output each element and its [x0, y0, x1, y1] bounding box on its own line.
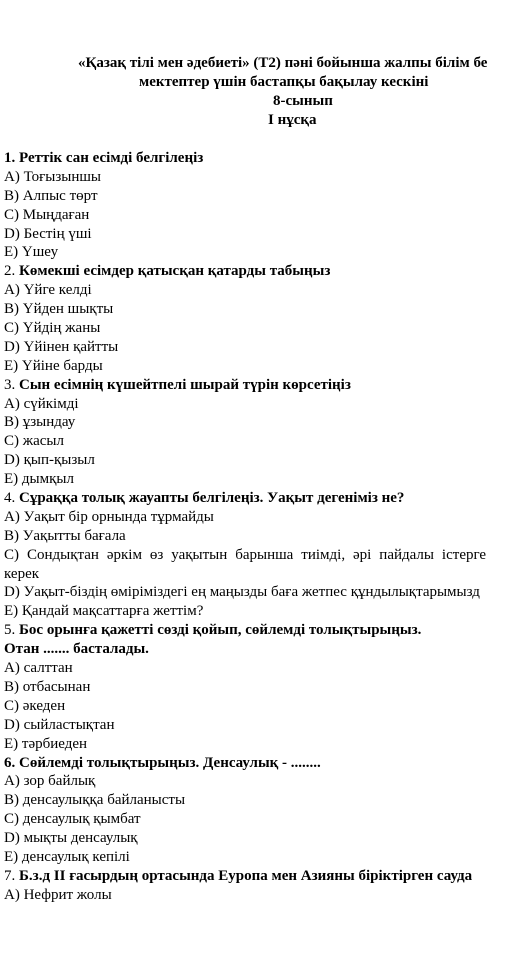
answer-option: A) Нефрит жолы	[4, 886, 112, 903]
question-number: 7.	[4, 867, 16, 884]
answer-option: A) Тоғызыншы	[4, 168, 102, 185]
answer-option: E) дымқыл	[4, 471, 74, 488]
answer-option: C) жасыл	[4, 433, 64, 450]
question-text: Бос орынға қажетті сөзді қойып, сөйлемді толықтырыңыз.	[19, 622, 422, 639]
grade-label: 8-сынып	[273, 93, 333, 109]
question-1	[4, 149, 517, 168]
question-number: 3.	[4, 376, 16, 393]
answer-option: D) сыйластықтан	[4, 716, 115, 733]
answer-option: B) Үйден шықты	[4, 301, 114, 318]
question-6	[4, 754, 517, 773]
question-2	[4, 262, 517, 281]
question-number: 2.	[4, 263, 16, 280]
question-text: Сөйлемді толықтырыңыз. Денсаулық - ........	[19, 754, 321, 771]
variant-label: І нұсқа	[268, 112, 317, 128]
answer-option: A) салттан	[4, 660, 73, 677]
answer-option: A) Уақыт бір орнында тұрмайды	[4, 508, 214, 525]
question-number: 1.	[4, 150, 16, 166]
answer-option: A) сүйкімді	[4, 395, 79, 412]
question-4	[4, 489, 517, 508]
question-text-continuation: Отан ....... басталады.	[4, 641, 149, 658]
answer-option-continuation: керек	[4, 565, 40, 582]
question-number: 6.	[4, 754, 16, 771]
question-7	[4, 867, 517, 886]
answer-option: D) қып-қызыл	[4, 452, 95, 469]
question-text: Көмекші есімдер қатысқан қатарды табыңыз	[19, 263, 331, 280]
answer-option: E) Үшеу	[4, 244, 59, 261]
answer-option: B) ұзындау	[4, 414, 76, 431]
answer-option: E) Қандай мақсаттарға жеттім?	[4, 603, 204, 620]
answer-option: C) Мыңдаған	[4, 206, 90, 223]
answer-option: C) Сондықтан әркім өз уақытын барынша тиімді, әрі пайдалы істерге	[4, 546, 487, 563]
question-number: 4.	[4, 490, 16, 507]
answer-option: B) Уақытты бағала	[4, 527, 126, 544]
answer-option: A) Үйге келді	[4, 282, 92, 299]
question-number: 5.	[4, 622, 16, 639]
question-5	[4, 621, 517, 640]
answer-option: C) денсаулық қымбат	[4, 811, 141, 828]
answer-option: D) Үйінен қайтты	[4, 338, 119, 355]
question-text: Реттік сан есімді белгілеңіз	[19, 150, 204, 166]
header-title-line-1: «Қазақ тілі мен әдебиеті» (Т2) пәні бойынша жалпы білім бе	[78, 55, 488, 71]
question-text: Сұраққа толық жауапты белгілеңіз. Уақыт дегеніміз не?	[19, 490, 405, 507]
document-header	[0, 54, 517, 130]
answer-option: D) мықты денсаулық	[4, 830, 138, 847]
questions-list	[4, 149, 517, 905]
answer-option: B) Алпыс төрт	[4, 187, 98, 204]
answer-option: A) зор байлық	[4, 773, 96, 790]
answer-option: B) денсаулыққа байланысты	[4, 792, 186, 809]
question-text: Сын есімнің күшейтпелі шырай түрін көрсетіңіз	[19, 376, 351, 393]
answer-option: C) әкеден	[4, 697, 66, 714]
answer-option: D) Бестің үші	[4, 225, 92, 242]
answer-option: E) Үйіне барды	[4, 357, 103, 374]
answer-option: D) Уақыт-біздің өміріміздегі ең маңызды баға жетпес құндылықтарымызд	[4, 584, 480, 601]
question-3	[4, 376, 517, 395]
answer-option: E) тәрбиеден	[4, 735, 88, 752]
answer-option: B) отбасынан	[4, 678, 91, 695]
answer-option: C) Үйдің жаны	[4, 320, 101, 337]
answer-option: E) денсаулық кепілі	[4, 848, 130, 865]
question-text: Б.з.д ІІ ғасырдың ортасында Еуропа мен Азияны біріктірген сауда	[19, 867, 473, 884]
header-title-line-2: мектептер үшін бастапқы бақылау кескіні	[139, 74, 429, 90]
